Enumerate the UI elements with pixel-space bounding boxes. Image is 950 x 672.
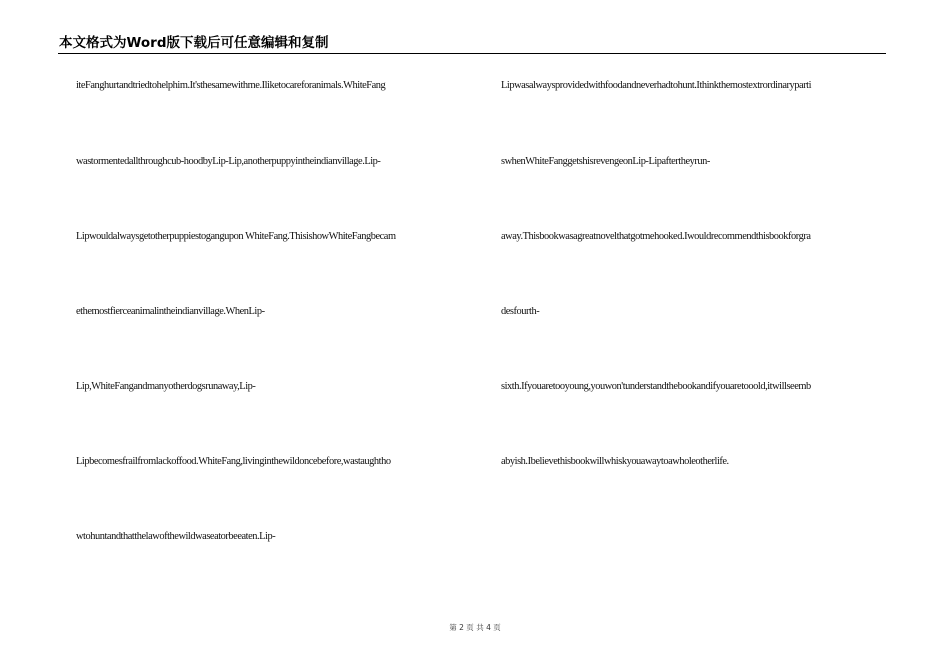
text-line: swhenWhiteFanggetshisrevengeonLip-Lipaftertheyrun- (501, 156, 710, 167)
text-line: abyish.Ibelievethisbookwillwhiskyouawaytoawholeotherlife. (501, 456, 729, 467)
page-number: 第 2 页 共 4 页 (449, 623, 501, 632)
left-text-column (76, 0, 466, 600)
text-line: desfourth- (501, 306, 540, 317)
text-line: Lipwasalwaysprovidedwithfoodandneverhadtohunt.Ithinkthemostextrordinaryparti (501, 80, 812, 91)
text-line: Lip,WhiteFangandmanyotherdogsrunaway,Lip- (76, 381, 256, 392)
text-line: wastormentedallthroughcub-hoodbyLip-Lip,anotherpuppyintheindianvillage.Lip- (76, 156, 381, 167)
header-title: 本文格式为Word版下载后可任意编辑和复制 (59, 35, 329, 51)
text-line: wtohuntandthatthelawofthewildwaseatorbeeaten.Lip- (76, 531, 276, 542)
text-line: ethemostfierceanimalintheindianvillage.WhenLip- (76, 306, 265, 317)
text-line: away.Thisbookwasagreatnovelthatgotmehooked.Iwouldrecommendthisbookforgra (501, 231, 811, 242)
text-line: sixth.Ifyouaretooyoung,youwon'tunderstandthebookandifyouaretooold,itwillseemb (501, 381, 811, 392)
text-line: iteFanghurtandtriedtohelphim.It'sthesamewithme.Iliketocareforanimals.WhiteFang (76, 80, 386, 91)
text-line: Lipwouldalwaysgetotherpuppiestogangupon WhiteFang.ThisishowWhiteFangbecam (76, 231, 396, 242)
right-text-column (501, 0, 887, 600)
text-line: Lipbecomesfrailfromlackoffood.WhiteFang,livinginthewildoncebefore,wastaughtho (76, 456, 391, 467)
